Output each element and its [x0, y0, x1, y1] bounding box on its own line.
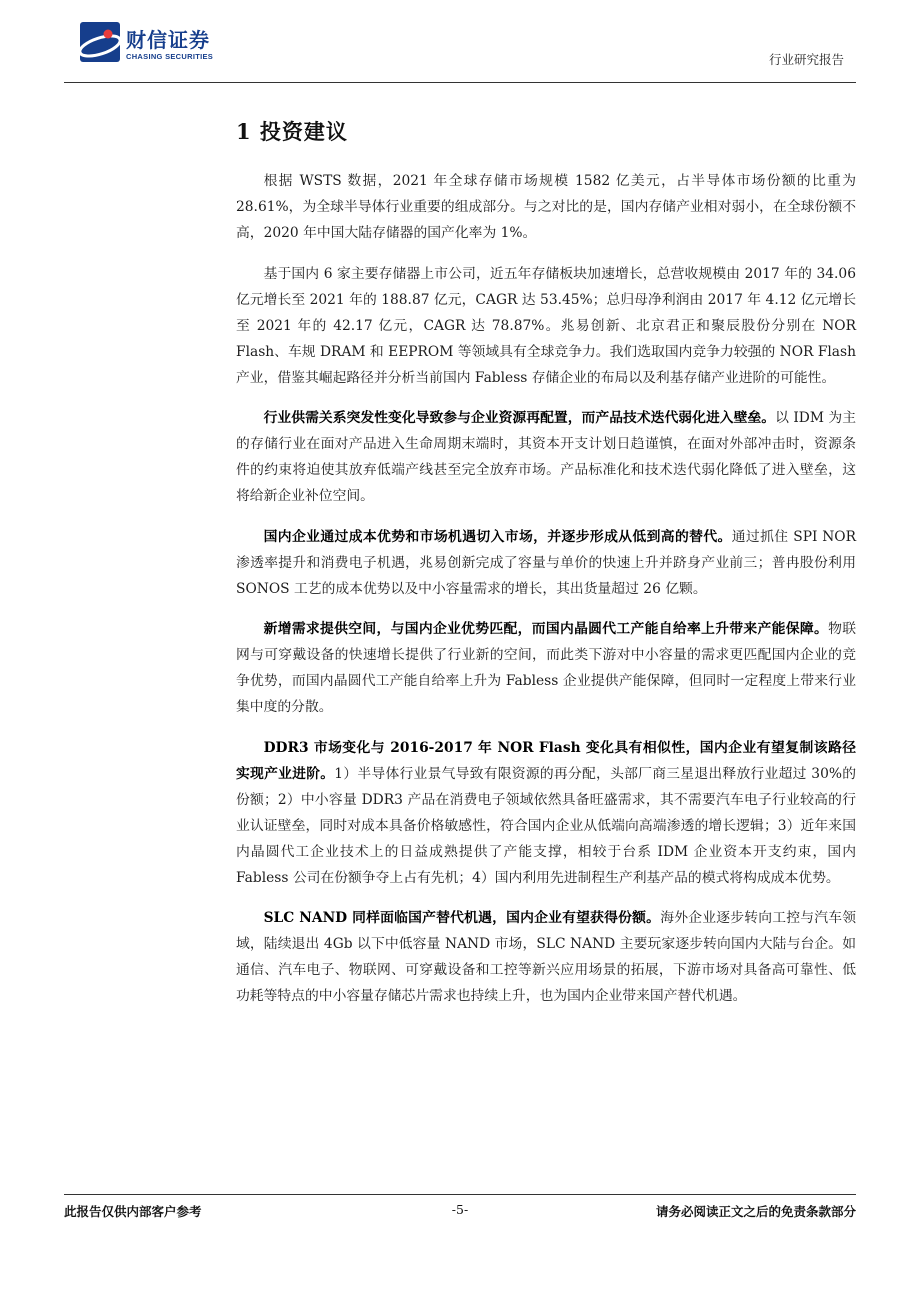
paragraph-text: 基于国内 6 家主要存储器上市公司，近五年存储板块加速增长，总营收规模由 2017 年的 34.06 亿元增长至 2021 年的 188.87 亿元，CAGR 达 53.45%；总归母净利润由 2017 年 4.12 亿元增长至 2021 年的 42.17 亿元，CAGR 达 78.87%。兆易创新、北京君正和聚辰股份分别在 NOR Flash、车规 DRAM 和 EEPROM 等领域具有全球竞争力。我们选取国内竞争力较强的 NOR Flash 产业，借鉴其崛起路径并分析当前国内 Fabless 存储企业的布局以及利基存储产业进阶的可能性。	[236, 265, 856, 386]
header-divider	[64, 82, 856, 83]
section-title: 1 投资建议	[236, 119, 348, 144]
footer-disclaimer-left: 此报告仅供内部客户参考	[64, 1204, 202, 1219]
paragraph	[236, 168, 856, 246]
report-type-label: 行业研究报告	[768, 52, 844, 67]
paragraph-text: 以 IDM 为主的存储行业在面对产品进入生命周期末端时，其资本开支计划日趋谨慎，在面对外部冲击时，资源条件的约束将迫使其放弃低端产线甚至完全放弃市场。产品标准化和技术迭代弱化降低了进入壁垒，这将给新企业补位空间。	[236, 410, 856, 504]
paragraph-lead: DDR3 市场变化与 2016-2017 年 NOR Flash 变化具有相似性，国内企业有望复制该路径实现产业进阶。	[236, 739, 856, 782]
logo-emblem-icon	[78, 20, 122, 64]
paragraph	[236, 261, 856, 391]
company-logo	[78, 20, 248, 68]
footer-disclaimer-right: 请务必阅读正文之后的免责条款部分	[655, 1204, 856, 1219]
paragraph-lead: 行业供需关系突发性变化导致参与企业资源再配置，而产品技术迭代弱化进入壁垒。	[263, 410, 776, 426]
logo-chinese-name: 财信证券	[126, 28, 210, 52]
paragraph	[236, 405, 856, 509]
paragraph-list	[236, 168, 856, 1009]
paragraph-lead: 新增需求提供空间，与国内企业优势匹配，而国内晶圆代工产能自给率上升带来产能保障。	[263, 621, 829, 637]
paragraph-lead: 国内企业通过成本优势和市场机遇切入市场，并逐步形成从低到高的替代。	[263, 528, 732, 545]
paragraph	[236, 616, 856, 720]
paragraph	[236, 905, 856, 1009]
footer-divider	[64, 1194, 856, 1195]
paragraph	[236, 735, 856, 891]
paragraph-text: 通过抓住 SPI NOR 渗透率提升和消费电子机遇，兆易创新完成了容量与单价的快速上升并跻身产业前三；普冉股份利用 SONOS 工艺的成本优势以及中小容量需求的增长，其出货量超过 26 亿颗。	[236, 528, 857, 597]
paragraph-text: 海外企业逐步转向工控与汽车领域，陆续退出 4Gb 以下中低容量 NAND 市场，SLC NAND 主要玩家逐步转向国内大陆与台企。如通信、汽车电子、物联网、可穿戴设备和工控等新兴应用场景的拓展，下游市场对具备高可靠性、低功耗等特点的中小容量存储芯片需求也持续上升，也为国内企业带来国产替代机遇。	[236, 910, 856, 1004]
report-body	[236, 116, 856, 1024]
paragraph-text: 1）半导体行业景气导致有限资源的再分配，头部厂商三星退出释放行业超过 30%的份额；2）中小容量 DDR3 产品在消费电子领域依然具备旺盛需求，其不需要汽车电子行业较高的行业认证壁垒，同时对成本具备价格敏感性，符合国内企业从低端向高端渗透的增长逻辑；3）近年来国内晶圆代工企业技术上的日益成熟提供了产能支撑，相较于台系 IDM 企业资本开支约束，国内 Fabless 公司在份额争夺上占有先机；4）国内利用先进制程生产利基产品的模式将构成成本优势。	[236, 765, 857, 886]
logo-english-name: CHASING SECURITIES	[126, 52, 214, 61]
paragraph-lead: SLC NAND 同样面临国产替代机遇，国内企业有望获得份额。	[263, 910, 661, 926]
paragraph-text: 物联网与可穿戴设备的快速增长提供了行业新的空间，而此类下游对中小容量的需求更匹配国内企业的竞争优势，而国内晶圆代工产能自给率上升为 Fabless 企业提供产能保障，但同时一定程度上带来行业集中度的分散。	[236, 621, 857, 715]
page-number: -5-	[451, 1202, 469, 1217]
paragraph-text: 根据 WSTS 数据，2021 年全球存储市场规模 1582 亿美元，占半导体市场份额的比重为 28.61%，为全球半导体行业重要的组成部分。与之对比的是，国内存储产业相对弱小，在全球份额不高，2020 年中国大陆存储器的国产化率为 1%。	[236, 173, 856, 241]
paragraph	[236, 524, 856, 602]
